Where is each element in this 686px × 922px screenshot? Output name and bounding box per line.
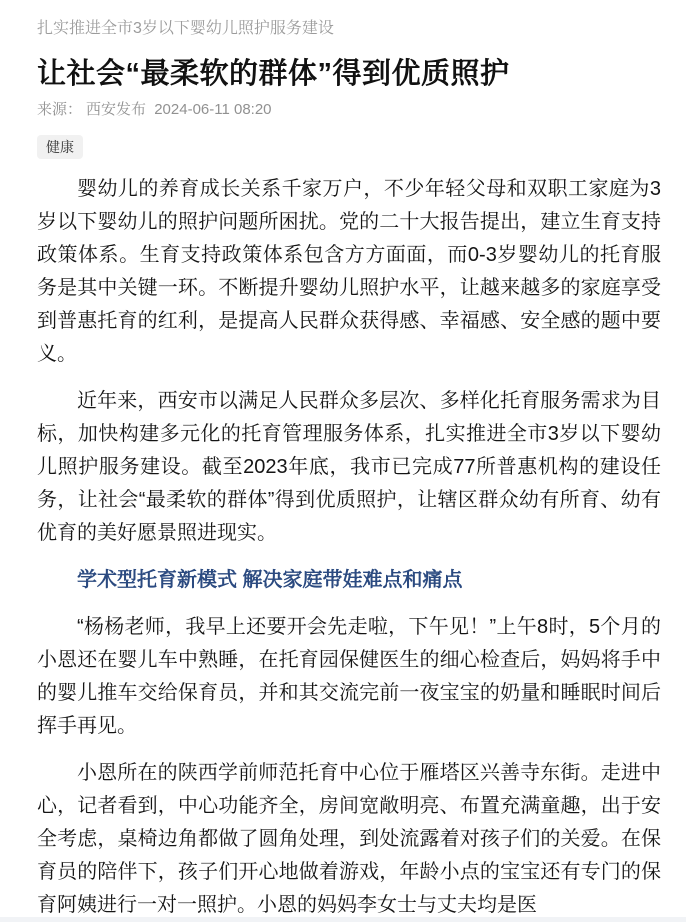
- article-subheading: 学术型托育新模式 解决家庭带娃难点和痛点: [77, 569, 463, 591]
- source-label: 来源：: [37, 101, 83, 118]
- tag-health[interactable]: 健康: [37, 135, 83, 159]
- paragraph-city-progress: 近年来，西安市以满足人民群众多层次、多样化托育服务需求为目标，加快构建多元化的托育管理服务体系，扎实推进全市3岁以下婴幼儿照护服务建设。截至2023年底，我市已完成77所普惠机构的建设任务，让社会“最柔软的群体”得到优质照护，让辖区群众幼有所育、幼有优育的美好愿景照进现实。: [37, 390, 661, 544]
- paragraph-intro: 婴幼儿的养育成长关系千家万户，不少年轻父母和双职工家庭为3岁以下婴幼儿的照护问题所困扰。党的二十大报告提出，建立生育支持政策体系。生育支持政策体系包含方方面面，而0-3岁婴幼儿的托育服务是其中关键一环。不断提升婴幼儿照护水平，让越来越多的家庭享受到普惠托育的红利，是提高人民群众获得感、幸福感、安全感的题中要义。: [37, 178, 661, 365]
- publish-time: 2024-06-11 08:20: [154, 101, 272, 118]
- tag-row: [37, 135, 661, 159]
- article-title: 让社会“最柔软的群体”得到优质照护: [37, 58, 510, 90]
- paragraph-care-center: 小恩所在的陕西学前师范托育中心位于雁塔区兴善寺东街。走进中心，记者看到，中心功能齐全，房间宽敞明亮、布置充满童趣，出于安全考虑，桌椅边角都做了圆角处理，到处流露着对孩子们的关爱。在保育员的陪伴下，孩子们开心地做着游戏，年龄小点的宝宝还有专门的保育阿姨进行一对一照护。小恩的妈妈李女士与丈夫均是医: [37, 762, 661, 916]
- paragraph-morning-scene: “杨杨老师，我早上还要开会先走啦，下午见！”上午8时，5个月的小恩还在婴儿车中熟睡，在托育园保健医生的细心检查后，妈妈将手中的婴儿推车交给保育员，并和其交流完前一夜宝宝的奶量和睡眠时间后挥手再见。: [37, 616, 661, 737]
- bottom-edge-strip: [0, 917, 686, 922]
- article-kicker: 扎实推进全市3岁以下婴幼儿照护服务建设: [37, 20, 334, 37]
- article-meta: [37, 99, 661, 120]
- source-name: 西安发布: [86, 101, 147, 118]
